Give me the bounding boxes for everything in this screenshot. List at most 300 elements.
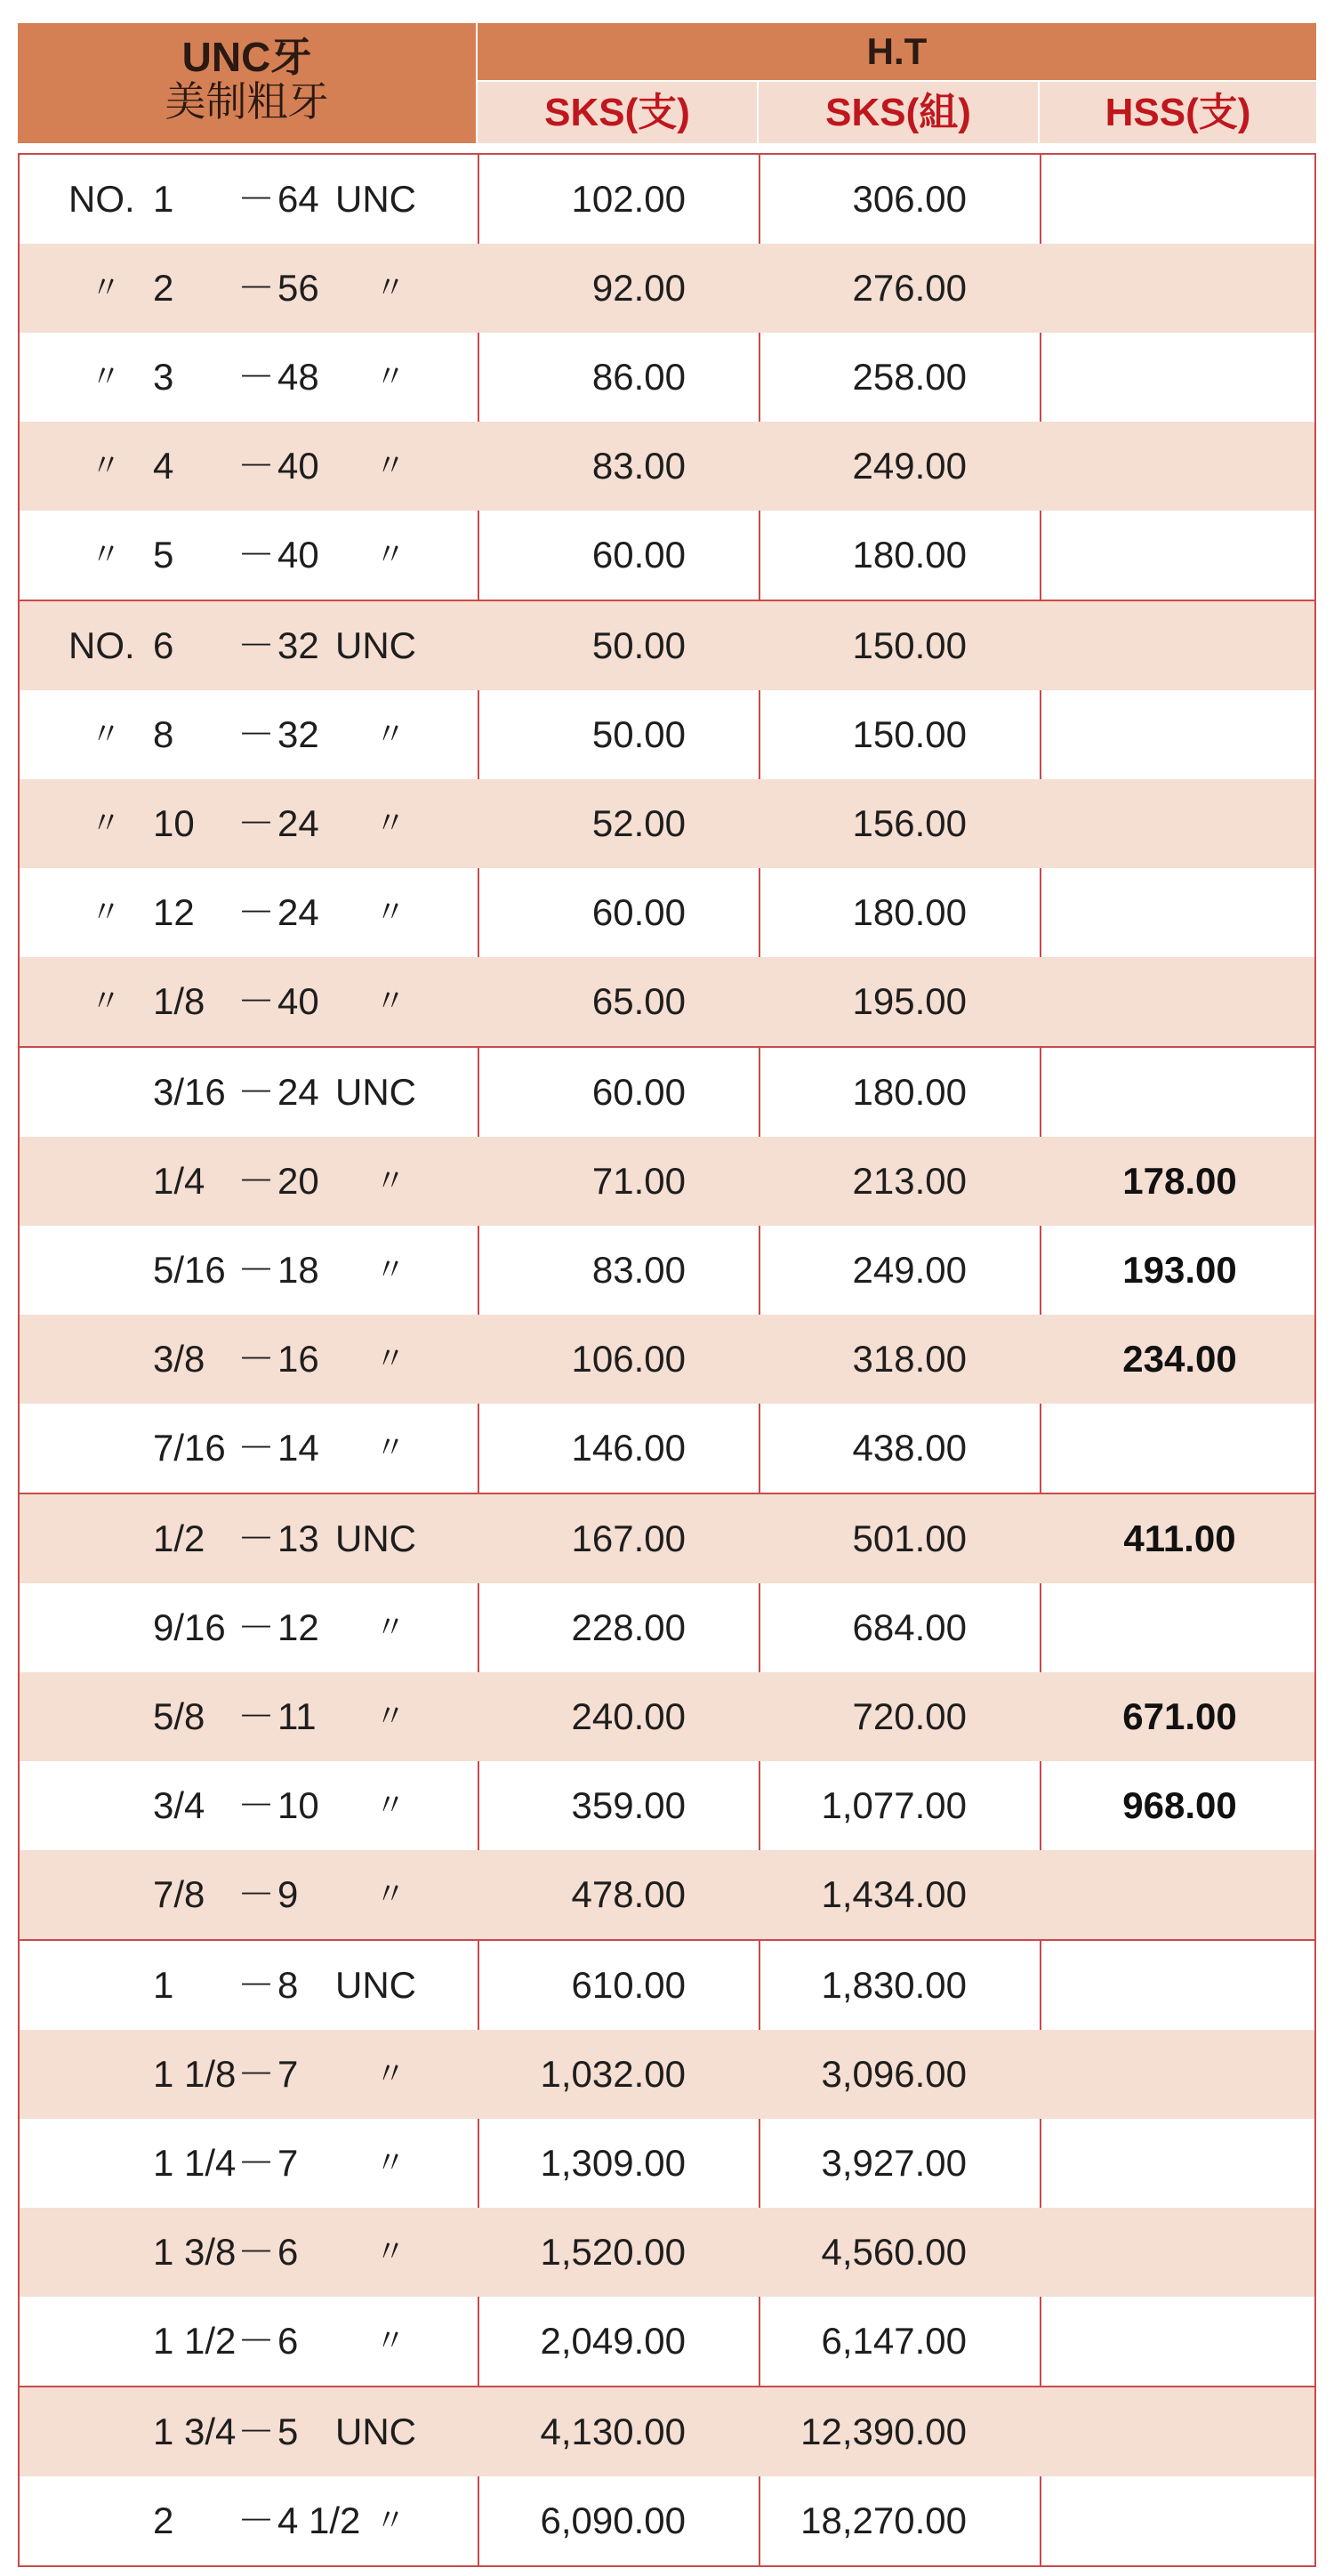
table-row — [20, 1137, 1314, 1226]
thread-size-cell — [20, 779, 478, 868]
price-table-body — [18, 153, 1316, 2567]
price-sks-set: 150.00 — [852, 624, 967, 666]
size-number: 12 — [153, 891, 195, 933]
thread-size-cell — [20, 1941, 478, 2030]
size-prefix: 〃 — [91, 718, 121, 752]
price-sks-each: 1,309.00 — [540, 2142, 686, 2184]
table-row — [20, 333, 1314, 422]
thread-size-cell — [20, 1137, 478, 1226]
price-sks-set-cell — [760, 2476, 1040, 2565]
table-row — [20, 1672, 1314, 1761]
price-sks-each: 60.00 — [591, 534, 686, 576]
size-number: 1 1/8 — [153, 2053, 237, 2095]
threads-per-inch: 40 — [277, 534, 319, 576]
thread-spec-header — [18, 23, 476, 143]
price-sks-set-cell — [760, 1850, 1040, 1939]
price-sks-each-cell — [479, 1761, 759, 1850]
thread-type-subtitle: 美制粗牙 — [165, 78, 329, 125]
price-sks-set-cell — [760, 2208, 1040, 2297]
table-header — [18, 23, 1316, 143]
thread-size-cell — [20, 601, 478, 690]
price-sks-each: 65.00 — [591, 980, 686, 1022]
table-row — [20, 779, 1314, 868]
thread-standard: 〃 — [375, 449, 406, 483]
size-dash: － — [237, 445, 276, 487]
price-hss-each — [1041, 2030, 1318, 2119]
thread-size-cell — [20, 2476, 478, 2565]
table-row — [20, 244, 1314, 333]
price-sks-set-cell — [760, 1226, 1040, 1315]
price-sks-set: 1,434.00 — [821, 1873, 967, 1915]
size-prefix: 〃 — [91, 538, 121, 572]
threads-per-inch: 32 — [277, 713, 319, 755]
thread-standard: 〃 — [375, 2324, 406, 2358]
price-sks-each-cell — [479, 868, 759, 957]
thread-standard: UNC — [335, 1964, 416, 2006]
price-sks-set-cell — [760, 2297, 1040, 2386]
size-dash: － — [237, 2053, 276, 2095]
price-sks-set: 6,147.00 — [821, 2320, 967, 2362]
price-hss-each — [1041, 957, 1318, 1046]
table-row — [20, 155, 1314, 244]
thread-standard: 〃 — [375, 271, 406, 305]
size-number: 3/4 — [153, 1784, 205, 1826]
price-sks-set: 180.00 — [852, 534, 967, 576]
thread-size-cell — [20, 690, 478, 779]
price-sks-set: 276.00 — [852, 267, 967, 309]
price-sks-set-cell — [760, 1404, 1040, 1493]
price-sks-each-cell — [479, 1941, 759, 2030]
price-sks-each: 86.00 — [591, 356, 686, 398]
size-dash: － — [237, 802, 276, 844]
table-row — [20, 1583, 1314, 1672]
price-hss-each — [1041, 779, 1318, 868]
size-dash: － — [237, 2320, 276, 2362]
size-dash: － — [237, 356, 276, 398]
price-sks-set: 4,560.00 — [821, 2231, 967, 2273]
price-sks-each: 60.00 — [591, 1071, 686, 1113]
price-sks-set: 180.00 — [852, 1071, 967, 1113]
size-dash: － — [237, 891, 276, 933]
size-number: 1 3/4 — [153, 2411, 237, 2452]
table-row — [20, 2297, 1314, 2386]
price-sks-each-cell — [479, 1672, 759, 1761]
thread-standard: 〃 — [375, 1611, 406, 1645]
price-hss-each: 234.00 — [1122, 1338, 1237, 1380]
price-hss-each — [1041, 2119, 1318, 2208]
price-hss-each — [1041, 868, 1318, 957]
price-sks-each-cell — [479, 1315, 759, 1404]
size-number: 6 — [153, 624, 174, 666]
threads-per-inch: 4 1/2 — [277, 2500, 361, 2541]
threads-per-inch: 16 — [277, 1338, 319, 1380]
table-row — [20, 2386, 1314, 2476]
price-hss-each — [1041, 422, 1318, 511]
price-sks-set-cell — [760, 1494, 1040, 1583]
size-prefix: 〃 — [91, 360, 121, 394]
price-sks-each-cell — [479, 1048, 759, 1137]
size-dash: － — [237, 2411, 276, 2452]
price-sks-set: 501.00 — [852, 1517, 967, 1559]
size-dash: － — [237, 624, 276, 666]
price-sks-each: 50.00 — [591, 624, 686, 666]
price-sks-each-cell — [479, 779, 759, 868]
thread-type-label: UNC牙 — [181, 34, 312, 80]
price-sks-set-cell — [760, 2387, 1040, 2476]
size-number: 3/8 — [153, 1338, 205, 1380]
price-sks-each: 60.00 — [591, 891, 686, 933]
price-sks-set-cell — [760, 333, 1040, 422]
price-sks-set: 720.00 — [852, 1695, 967, 1737]
price-sks-each-cell — [479, 2387, 759, 2476]
price-sks-each: 102.00 — [571, 178, 686, 220]
price-hss-each — [1041, 1850, 1318, 1939]
threads-per-inch: 24 — [277, 802, 319, 844]
size-number: 1 3/8 — [153, 2231, 237, 2273]
price-sks-each: 610.00 — [571, 1964, 686, 2006]
thread-size-cell — [20, 2119, 478, 2208]
threads-per-inch: 64 — [277, 178, 319, 220]
threads-per-inch: 20 — [277, 1160, 319, 1202]
column-header-hss: HSS(支) — [1040, 82, 1316, 143]
price-sks-each: 71.00 — [591, 1160, 686, 1202]
price-sks-each-cell — [479, 601, 759, 690]
table-row — [20, 1850, 1314, 1939]
price-sks-each-cell — [479, 1850, 759, 1939]
price-sks-set: 12,390.00 — [800, 2411, 967, 2452]
thread-standard: UNC — [335, 1517, 416, 1559]
threads-per-inch: 7 — [277, 2142, 299, 2184]
price-sks-each: 106.00 — [571, 1338, 686, 1380]
threads-per-inch: 13 — [277, 1517, 319, 1559]
price-sks-set: 150.00 — [852, 713, 967, 755]
price-hss-each — [1041, 2387, 1318, 2476]
thread-size-cell — [20, 957, 478, 1046]
threads-per-inch: 18 — [277, 1249, 319, 1291]
price-sks-set: 195.00 — [852, 980, 967, 1022]
price-sks-each-cell — [479, 1226, 759, 1315]
table-row — [20, 1046, 1314, 1137]
price-hss-each — [1041, 690, 1318, 779]
price-sks-set-cell — [760, 601, 1040, 690]
size-prefix: NO. — [68, 624, 135, 666]
price-hss-each — [1041, 1941, 1318, 2030]
table-row — [20, 2030, 1314, 2119]
threads-per-inch: 48 — [277, 356, 319, 398]
thread-standard: 〃 — [375, 807, 406, 841]
price-sks-set: 684.00 — [852, 1606, 967, 1648]
size-prefix: 〃 — [91, 449, 121, 483]
price-sks-each: 2,049.00 — [540, 2320, 686, 2362]
price-sks-set-cell — [760, 1583, 1040, 1672]
size-number: 1/8 — [153, 980, 205, 1022]
thread-size-cell — [20, 1404, 478, 1493]
price-sks-set-cell — [760, 690, 1040, 779]
threads-per-inch: 5 — [277, 2411, 299, 2452]
price-sks-each: 83.00 — [591, 445, 686, 487]
threads-per-inch: 56 — [277, 267, 319, 309]
size-dash: － — [237, 713, 276, 755]
size-dash: － — [237, 1695, 276, 1737]
price-hss-each — [1041, 1583, 1318, 1672]
thread-standard: 〃 — [375, 2235, 406, 2269]
thread-size-cell — [20, 1315, 478, 1404]
thread-size-cell — [20, 2297, 478, 2386]
thread-standard: 〃 — [375, 2057, 406, 2091]
size-number: 7/16 — [153, 1427, 226, 1469]
price-sks-set: 3,927.00 — [821, 2142, 967, 2184]
price-sks-set: 213.00 — [852, 1160, 967, 1202]
thread-size-cell — [20, 1226, 478, 1315]
thread-standard: 〃 — [375, 538, 406, 572]
table-row — [20, 1226, 1314, 1315]
price-sks-each: 228.00 — [571, 1606, 686, 1648]
price-sks-each-cell — [479, 422, 759, 511]
price-sks-set: 249.00 — [852, 445, 967, 487]
size-number: 1 1/4 — [153, 2142, 237, 2184]
price-hss-each: 178.00 — [1122, 1160, 1237, 1202]
size-dash: － — [237, 1249, 276, 1291]
price-sks-each: 50.00 — [591, 713, 686, 755]
thread-standard: UNC — [335, 2411, 416, 2452]
thread-size-cell — [20, 2030, 478, 2119]
price-sks-each: 146.00 — [571, 1427, 686, 1469]
price-hss-each — [1041, 244, 1318, 333]
table-row — [20, 1493, 1314, 1583]
price-sks-set-cell — [760, 244, 1040, 333]
thread-size-cell — [20, 868, 478, 957]
price-sks-each: 167.00 — [571, 1517, 686, 1559]
thread-size-cell — [20, 333, 478, 422]
table-row — [20, 511, 1314, 600]
price-sks-each-cell — [479, 1494, 759, 1583]
size-prefix: 〃 — [91, 985, 121, 1018]
thread-standard: 〃 — [375, 896, 406, 930]
price-hss-each — [1041, 2476, 1318, 2565]
thread-standard: UNC — [335, 178, 416, 220]
price-sks-each: 6,090.00 — [540, 2500, 686, 2541]
price-sks-each: 1,032.00 — [540, 2053, 686, 2095]
price-sks-set: 318.00 — [852, 1338, 967, 1380]
price-hss-each: 193.00 — [1122, 1249, 1237, 1291]
price-hss-each — [1041, 155, 1318, 244]
price-sks-set: 156.00 — [852, 802, 967, 844]
price-sks-set-cell — [760, 1048, 1040, 1137]
price-sks-each: 52.00 — [591, 802, 686, 844]
thread-size-cell — [20, 2208, 478, 2297]
size-dash: － — [237, 1784, 276, 1826]
price-sks-each-cell — [479, 1137, 759, 1226]
thread-size-cell — [20, 1761, 478, 1850]
size-prefix: 〃 — [91, 896, 121, 930]
price-sks-set-cell — [760, 1137, 1040, 1226]
threads-per-inch: 8 — [277, 1964, 299, 2006]
price-table-page — [18, 23, 1316, 2541]
size-number: 10 — [153, 802, 195, 844]
size-number: 7/8 — [153, 1873, 205, 1915]
price-sks-each-cell — [479, 2119, 759, 2208]
size-dash: － — [237, 1160, 276, 1202]
size-dash: － — [237, 980, 276, 1022]
size-number: 5 — [153, 534, 174, 576]
price-sks-each: 1,520.00 — [540, 2231, 686, 2273]
thread-standard: 〃 — [375, 985, 406, 1018]
size-number: 1/4 — [153, 1160, 205, 1202]
size-dash: － — [237, 1964, 276, 2006]
price-sks-set-cell — [760, 2119, 1040, 2208]
price-sks-each-cell — [479, 690, 759, 779]
table-row — [20, 600, 1314, 690]
size-number: 2 — [153, 2500, 174, 2541]
size-number: 1 1/2 — [153, 2320, 237, 2362]
price-hss-each — [1041, 511, 1318, 600]
price-sks-each-cell — [479, 957, 759, 1046]
size-dash: － — [237, 1517, 276, 1559]
thread-standard: UNC — [335, 624, 416, 666]
price-sks-set-cell — [760, 1315, 1040, 1404]
price-sks-each-cell — [479, 2476, 759, 2565]
price-sks-each-cell — [479, 2208, 759, 2297]
price-sks-set: 180.00 — [852, 891, 967, 933]
thread-standard: 〃 — [375, 2146, 406, 2180]
thread-standard: 〃 — [375, 1253, 406, 1287]
price-hss-each — [1041, 2208, 1318, 2297]
threads-per-inch: 6 — [277, 2320, 299, 2362]
size-dash: － — [237, 1873, 276, 1915]
price-sks-set-cell — [760, 957, 1040, 1046]
size-dash: － — [237, 2500, 276, 2541]
thread-standard: 〃 — [375, 2504, 406, 2538]
price-hss-each: 968.00 — [1122, 1784, 1237, 1826]
price-sks-set-cell — [760, 868, 1040, 957]
table-row — [20, 2476, 1314, 2565]
price-sks-each-cell — [479, 1583, 759, 1672]
threads-per-inch: 12 — [277, 1606, 319, 1648]
thread-size-cell — [20, 1048, 478, 1137]
price-sks-each: 4,130.00 — [540, 2411, 686, 2452]
price-hss-each — [1041, 2297, 1318, 2386]
threads-per-inch: 32 — [277, 624, 319, 666]
price-sks-each: 478.00 — [571, 1873, 686, 1915]
price-sks-set-cell — [760, 1672, 1040, 1761]
size-number: 2 — [153, 267, 174, 309]
price-sks-set-cell — [760, 779, 1040, 868]
thread-size-cell — [20, 1494, 478, 1583]
table-row — [20, 1404, 1314, 1493]
price-sks-each-cell — [479, 2030, 759, 2119]
table-row — [20, 957, 1314, 1046]
thread-size-cell — [20, 244, 478, 333]
size-dash: － — [237, 534, 276, 576]
thread-size-cell — [20, 2387, 478, 2476]
price-sks-each: 92.00 — [591, 267, 686, 309]
price-hss-each — [1041, 333, 1318, 422]
price-sks-each-cell — [479, 1404, 759, 1493]
size-number: 9/16 — [153, 1606, 226, 1648]
price-sks-set: 306.00 — [852, 178, 967, 220]
size-number: 3 — [153, 356, 174, 398]
group-title-ht: H.T — [478, 23, 1316, 80]
price-sks-each-cell — [479, 155, 759, 244]
price-sks-set-cell — [760, 155, 1040, 244]
price-hss-each — [1041, 601, 1318, 690]
size-prefix: 〃 — [91, 271, 121, 305]
size-dash: － — [237, 267, 276, 309]
threads-per-inch: 9 — [277, 1873, 299, 1915]
table-row — [20, 1761, 1314, 1850]
price-hss-each — [1041, 1404, 1318, 1493]
price-sks-set-cell — [760, 1941, 1040, 2030]
thread-size-cell — [20, 155, 478, 244]
price-sks-set: 438.00 — [852, 1427, 967, 1469]
price-sks-set-cell — [760, 511, 1040, 600]
thread-standard: 〃 — [375, 1878, 406, 1912]
column-header-sks-set: SKS(組) — [759, 82, 1038, 143]
threads-per-inch: 7 — [277, 2053, 299, 2095]
thread-standard: 〃 — [375, 1789, 406, 1823]
price-sks-set-cell — [760, 422, 1040, 511]
thread-standard: UNC — [335, 1071, 416, 1113]
threads-per-inch: 40 — [277, 980, 319, 1022]
size-number: 5/8 — [153, 1695, 205, 1737]
price-hss-each: 411.00 — [1123, 1517, 1236, 1559]
price-hss-each — [1041, 1048, 1318, 1137]
price-sks-each-cell — [479, 2297, 759, 2386]
price-sks-set: 3,096.00 — [821, 2053, 967, 2095]
thread-size-cell — [20, 1850, 478, 1939]
column-header-sks: SKS(支) — [478, 82, 757, 143]
thread-standard: 〃 — [375, 1164, 406, 1198]
size-dash: － — [237, 1427, 276, 1469]
thread-size-cell — [20, 1583, 478, 1672]
threads-per-inch: 6 — [277, 2231, 299, 2273]
thread-size-cell — [20, 511, 478, 600]
thread-standard: 〃 — [375, 1431, 406, 1465]
price-sks-each-cell — [479, 511, 759, 600]
table-row — [20, 690, 1314, 779]
thread-standard: 〃 — [375, 1700, 406, 1734]
size-number: 1 — [153, 178, 174, 220]
thread-standard: 〃 — [375, 1342, 406, 1376]
thread-standard: 〃 — [375, 718, 406, 752]
threads-per-inch: 14 — [277, 1427, 319, 1469]
table-row — [20, 1315, 1314, 1404]
price-hss-each: 671.00 — [1122, 1695, 1237, 1737]
price-sks-each-cell — [479, 244, 759, 333]
size-prefix: NO. — [68, 178, 135, 220]
price-sks-each: 359.00 — [571, 1784, 686, 1826]
price-sks-set: 1,077.00 — [821, 1784, 967, 1826]
size-dash: － — [237, 1071, 276, 1113]
price-sks-each-cell — [479, 333, 759, 422]
table-row — [20, 868, 1314, 957]
threads-per-inch: 24 — [277, 891, 319, 933]
thread-standard: 〃 — [375, 360, 406, 394]
size-prefix: 〃 — [91, 807, 121, 841]
size-dash: － — [237, 1606, 276, 1648]
price-sks-set: 18,270.00 — [800, 2500, 967, 2541]
table-row — [20, 2119, 1314, 2208]
threads-per-inch: 10 — [277, 1784, 319, 1826]
size-number: 1 — [153, 1964, 174, 2006]
size-number: 3/16 — [153, 1071, 226, 1113]
threads-per-inch: 40 — [277, 445, 319, 487]
table-row — [20, 1939, 1314, 2030]
table-row — [20, 2208, 1314, 2297]
threads-per-inch: 24 — [277, 1071, 319, 1113]
size-dash: － — [237, 1338, 276, 1380]
size-dash: － — [237, 2142, 276, 2184]
